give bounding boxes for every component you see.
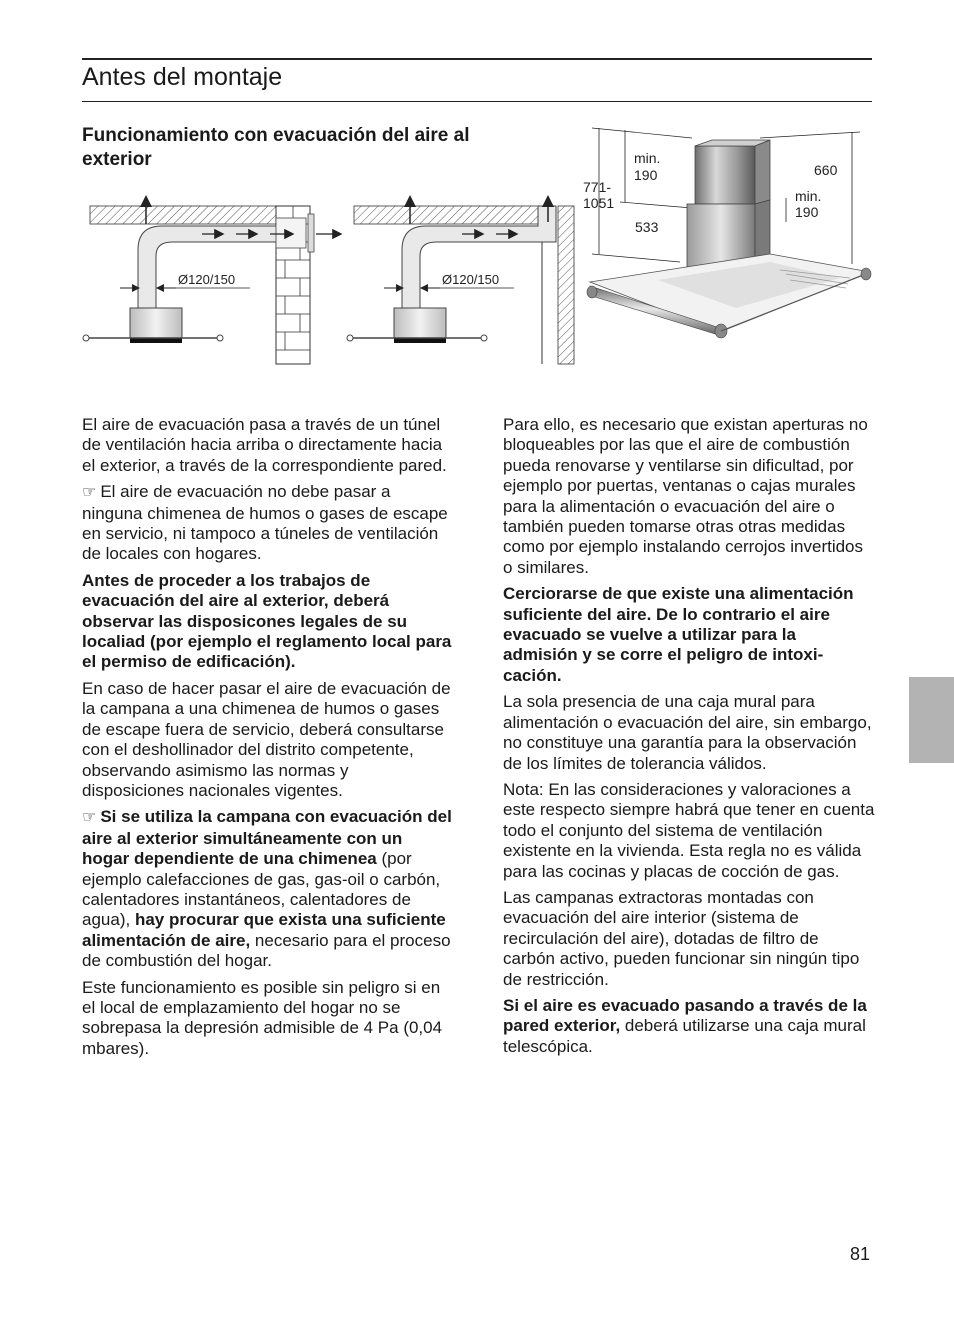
paragraph: La sola presencia de una caja mural para alimentación o evacuación del aire, sin embargo, no constituye una garantía para la observación de los límites de tolerancia válidos.: [503, 692, 872, 773]
paragraph: En caso de hacer pasar el aire de evacuación de la campana a una chimenea de humos o gases de escape fuera de servicio, deberá consultarse con el deshollinador del distrito competente, observando asimismo las normas y disposiciones nacionales vigentes.: [82, 678, 451, 800]
right-column: [503, 415, 875, 1063]
paragraph: ☞ Si se utiliza la campana con evacuación del aire al exterior simultáneamente con un hogar dependiente de una chimenea (por ejemplo calefacciones de gas, gas-oil o carbón, calentadores instantáneos, calentadores de agua), hay procurar que exista una suficiente alimentación de aire, necesario para el proceso de combustión del hogar.: [82, 807, 452, 971]
header-top-rule: [82, 58, 872, 60]
dim-660: 660: [814, 162, 838, 178]
page-title: Antes del montaje: [82, 63, 283, 91]
paragraph: Este funcionamiento es posible sin peligro si en el local de emplazamiento del hogar no se sobrepasa la depresión admisible de 4 Pa (0,04 mbares).: [82, 977, 443, 1058]
dim-min-right-line1: min.: [795, 188, 822, 204]
paragraph: Las campanas extractoras montadas con evacuación del aire interior (sistema de recirculación del aire), dotadas de filtro de carbón activo, pueden funcionar sin ningún tipo de restricción.: [503, 887, 860, 989]
section-heading: Funcionamiento con evacuación del aire al exterior: [82, 125, 470, 170]
warning-paragraph: Cerciorarse de que existe una alimentación suficiente del aire. De lo contrario el aire evacuado se vuelve a utilizar para la admisión y se corre el peligro de intoxicación.: [503, 584, 854, 685]
installation-diagram: [80, 122, 880, 372]
section-side-tab: [909, 677, 954, 763]
dim-min-top-line2: 190: [634, 167, 658, 183]
ceiling-exhaust-diagram: [347, 198, 574, 364]
dim-height-range-line2: 1051: [583, 195, 615, 211]
paragraph: Nota: En las consideraciones y valoraciones a este respecto siempre habrá que tener en cuenta todo el conjunto del sistema de ventilación existente en la vivienda. Esta regla no es válida para las cocinas y placas de cocción de gas.: [503, 779, 875, 881]
dim-533: 533: [635, 219, 659, 235]
paragraph: Si el aire es evacuado pasando a través de la pared exterior, deberá utilizarse una caja mural telescópica.: [503, 995, 867, 1056]
dim-min-right-line2: 190: [795, 204, 819, 220]
island-hood-diagram: [583, 128, 871, 338]
wall-exhaust-diagram: [83, 198, 340, 364]
diameter-label-2: Ø120/150: [442, 272, 500, 287]
page-number: 81: [850, 1244, 871, 1264]
dim-height-range-line1: 771-: [583, 179, 612, 195]
pointing-hand-icon: ☞: [82, 809, 97, 827]
pointing-hand-icon: ☞: [82, 484, 97, 502]
warning-paragraph: Antes de proceder a los trabajos de evacuación del aire al exterior, deberá observar las disposicones legales de su localiad (por ejemplo el reglamento local para el permiso de edificación).: [82, 570, 452, 672]
left-column: [82, 415, 454, 1065]
paragraph: ☞ El aire de evacuación no debe pasar a ninguna chimenea de humos o gases de escape en servicio, ni tampoco a túneles de ventilación de locales con hogares.: [82, 482, 448, 564]
paragraph: Para ello, es necesario que existan aperturas no bloqueables por las que el aire de combustión pueda renovarse y ventilarse sin dificultad, por ejemplo por puertas, ventanas o cajas murales para la alimentación o evacuación del aire o también pueden tomarse otras otras medidas como por ejemplo instalando cerrojos invertidos o similares.: [503, 415, 868, 577]
dim-min-top-line1: min.: [634, 150, 661, 166]
header-bottom-rule: [82, 101, 872, 102]
paragraph: El aire de evacuación pasa a través de un túnel de ventilación hacia arriba o directamente hacia el exterior, a través de la correspondiente pared.: [82, 415, 447, 475]
diameter-label-1: Ø120/150: [178, 272, 236, 287]
